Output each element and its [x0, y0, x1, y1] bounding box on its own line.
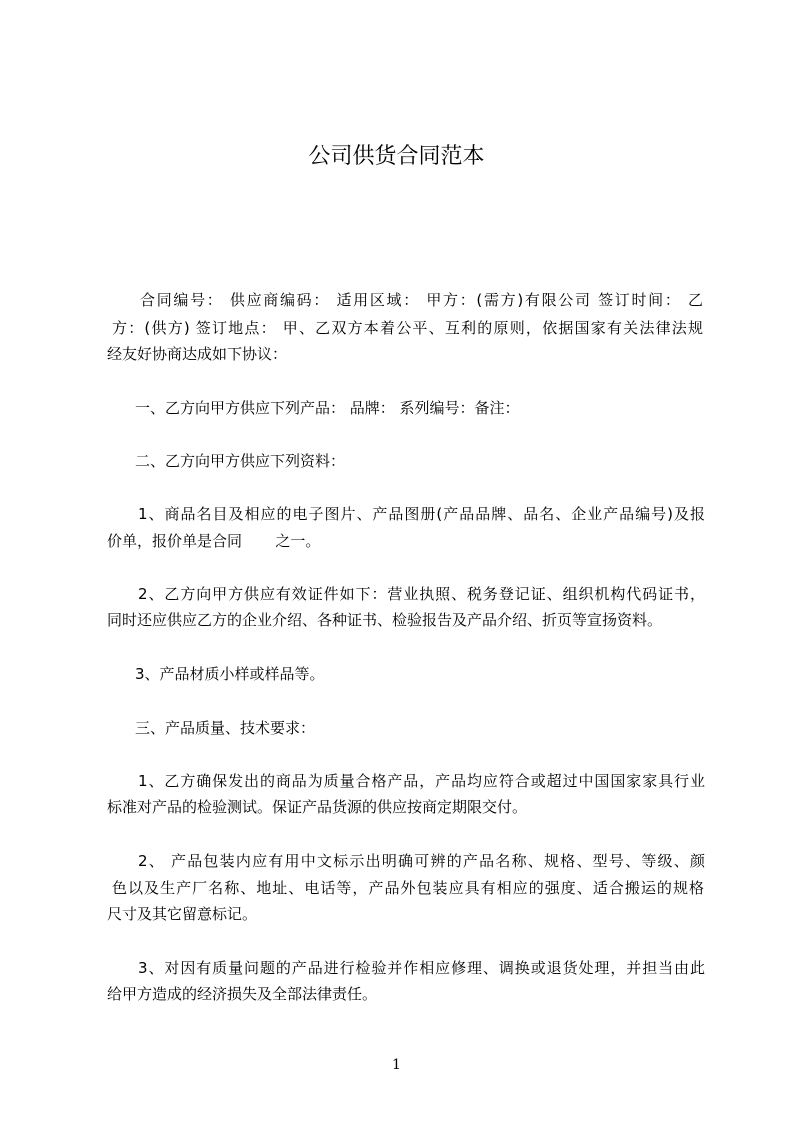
clause-line: 价单，报价单是合同 之一。	[107, 532, 321, 550]
intro-line: 方：(供方) 签订地点： 甲、乙双方本着公平、互利的原则，依据国家有关法律法规	[112, 319, 703, 337]
section-3-heading: 三、产品质量、技术要求：	[135, 719, 316, 737]
clause-line: 3、产品材质小样或样品等。	[135, 665, 325, 683]
clause-line: 给甲方造成的经济损失及全部法律责任。	[107, 985, 378, 1003]
page-number: 1	[392, 1057, 401, 1073]
document-title: 公司供货合同范本	[308, 144, 485, 169]
section-2-heading: 二、乙方向甲方供应下列资料：	[135, 452, 346, 470]
clause-line: 标准对产品的检验测试。保证产品货源的供应按商定期限交付。	[107, 798, 528, 816]
clause-line: 尺寸及其它留意标记。	[107, 905, 258, 923]
intro-line: 合同编号： 供应商编码： 适用区域： 甲方：(需方)有限公司 签订时间： 乙	[140, 291, 703, 309]
section-1-heading: 一、乙方向甲方供应下列产品： 品牌： 系列编号：备注：	[135, 399, 520, 417]
clause-line: 2、 产品包装内应有用中文标示出明确可辨的产品名称、规格、型号、等级、颜	[138, 852, 705, 870]
clause-line: 1、乙方确保发出的商品为质量合格产品，产品均应符合或超过中国国家家具行业	[138, 772, 705, 790]
clause-line: 同时还应供应乙方的企业介绍、各种证书、检验报告及产品介绍、折页等宣扬资料。	[107, 611, 663, 629]
clause-line: 色以及生产厂名称、地址、电话等，产品外包装应具有相应的强度、适合搬运的规格	[112, 879, 704, 897]
clause-line: 2、乙方向甲方供应有效证件如下：营业执照、税务登记证、组织机构代码证书，	[138, 585, 705, 603]
intro-line: 经友好协商达成如下协议：	[107, 345, 288, 363]
clause-line: 3、对因有质量问题的产品进行检验并作相应修理、调换或退货处理，并担当由此	[138, 959, 705, 977]
clause-line: 1、商品名目及相应的电子图片、产品图册(产品品牌、品名、企业产品编号)及报	[138, 505, 705, 523]
